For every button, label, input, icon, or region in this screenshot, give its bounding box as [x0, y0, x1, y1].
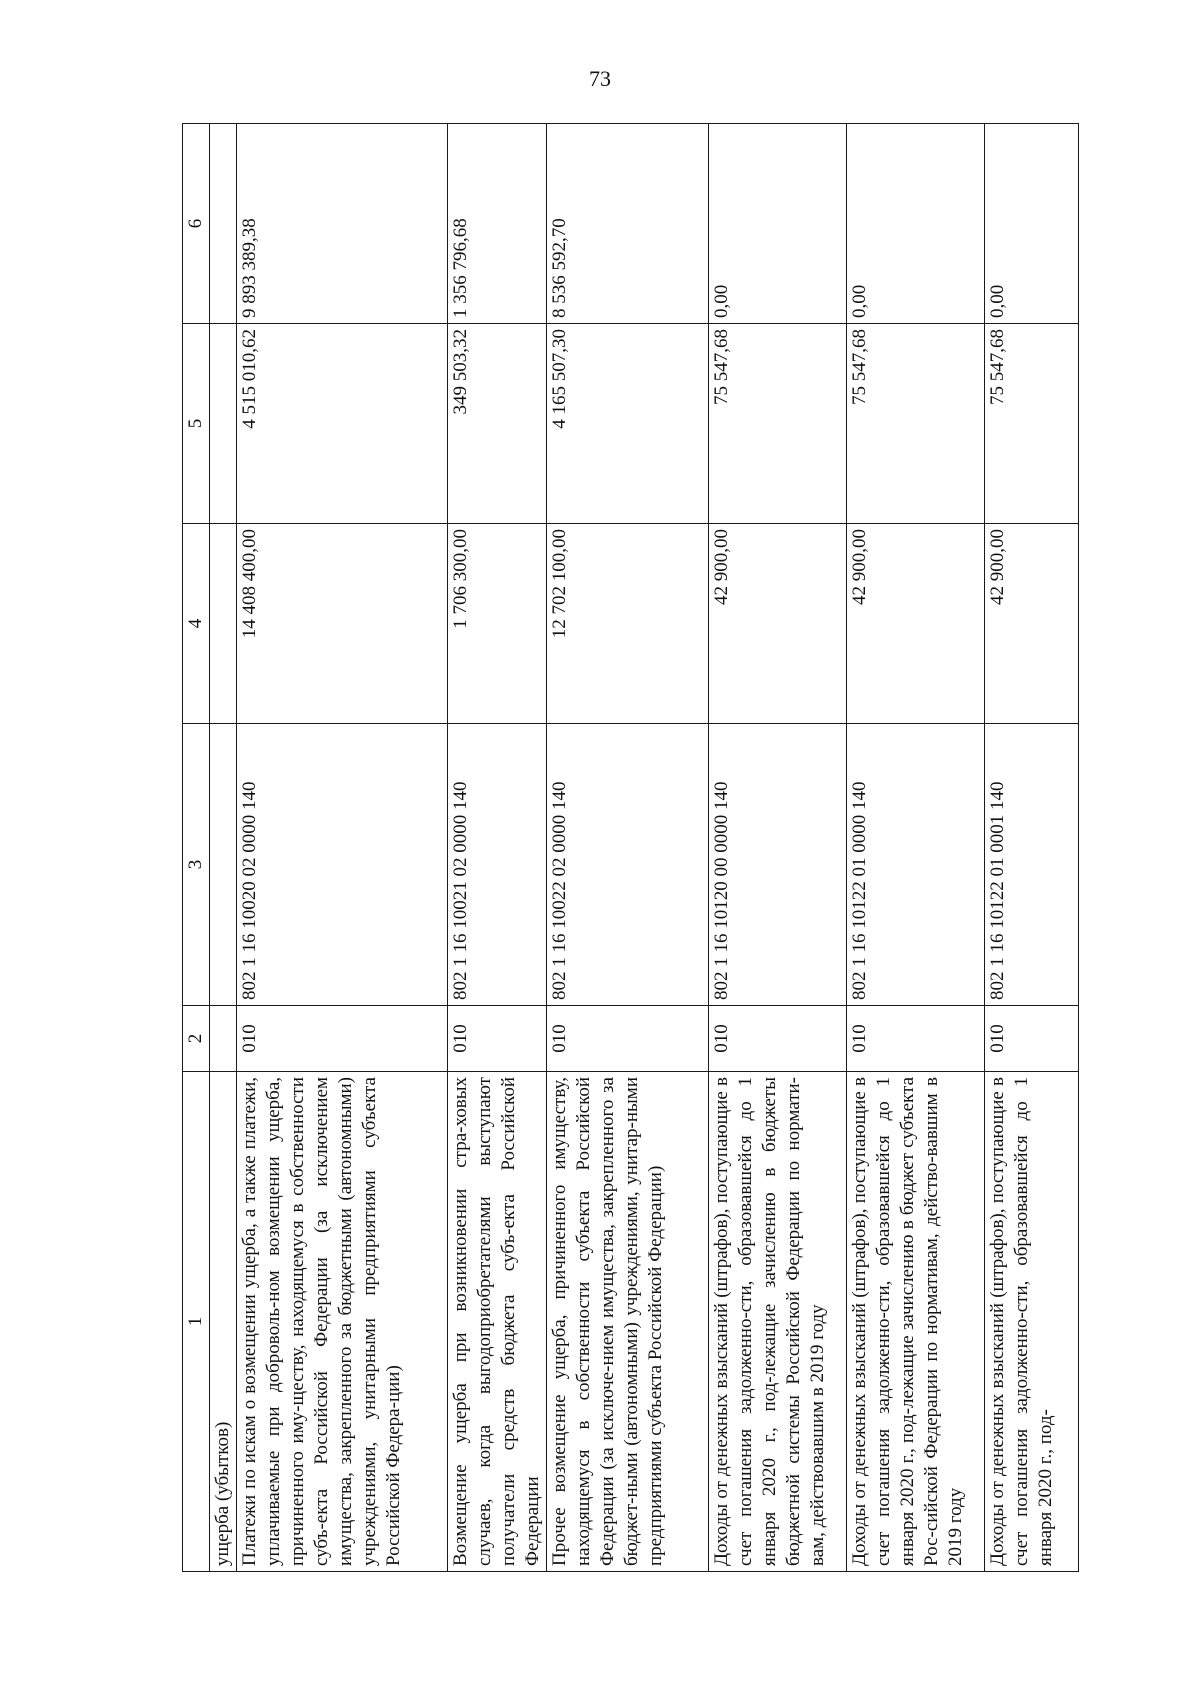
row-approved: 14 408 400,00 — [237, 524, 448, 724]
header-row — [183, 124, 210, 1572]
table-row — [847, 124, 985, 1572]
column-header: 6 — [183, 124, 210, 324]
row-classification-code: 802 1 16 10122 01 0001 140 — [985, 724, 1079, 1006]
row-classification-code: 802 1 16 10020 02 0000 140 — [237, 724, 448, 1006]
row-unexecuted: 0,00 — [985, 124, 1079, 324]
row-unexecuted: 0,00 — [847, 124, 985, 324]
row-executed: 4 165 507,30 — [547, 324, 709, 524]
column-header: 4 — [183, 524, 210, 724]
row-unexecuted: 0,00 — [709, 124, 847, 324]
row-classification-code: 802 1 16 10122 01 0000 140 — [847, 724, 985, 1006]
row-executed: 75 547,68 — [709, 324, 847, 524]
row-unexecuted: 8 536 592,70 — [547, 124, 709, 324]
row-approved: 12 702 100,00 — [547, 524, 709, 724]
row-line-code: 010 — [847, 1006, 985, 1072]
row-name: Доходы от денежных взысканий (штрафов), поступающие в счет погашения задолженно-сти, образовавшейся до 1 января 2020 г., под-лежащие зачислению в бюджет субъекта Рос-сийской Федерации по нормативам, действо-вавшим в 2019 году — [847, 1072, 985, 1572]
row-classification-code: 802 1 16 10022 02 0000 140 — [547, 724, 709, 1006]
row-name: Возмещение ущерба при возникновении стра-ховых случаев, когда выгодоприобретателями выступают получатели средств бюджета субъ-екта Российской Федерации — [448, 1072, 547, 1572]
row-executed: 4 515 010,62 — [237, 324, 448, 524]
row-line-code: 010 — [547, 1006, 709, 1072]
table-row — [448, 124, 547, 1572]
row-name: Доходы от денежных взысканий (штрафов), поступающие в счет погашения задолженно-сти, образовавшейся до 1 января 2020 г., под- — [985, 1072, 1079, 1572]
row-approved: 42 900,00 — [847, 524, 985, 724]
row-approved: 42 900,00 — [709, 524, 847, 724]
page-number: 73 — [589, 66, 611, 91]
row-executed: 349 503,32 — [448, 324, 547, 524]
row-approved: 1 706 300,00 — [448, 524, 547, 724]
table-row — [709, 124, 847, 1572]
table-row — [985, 124, 1079, 1572]
column-header: 3 — [183, 724, 210, 1006]
row-classification-code: 802 1 16 10120 00 0000 140 — [709, 724, 847, 1006]
continued-text: ущерба (убытков) — [210, 1072, 237, 1572]
row-name: Платежи по искам о возмещении ущерба, а также платежи, уплачиваемые при доброволь-ном возмещении ущерба, причиненного иму-ществу, находящемуся в собственности субъ-екта Российской Федерации (за исключением имущества, закрепленного за бюджетными (автономными) учреждениями, унитарными предприятиями субъекта Российской Федера-ции) — [237, 1072, 448, 1572]
row-name: Доходы от денежных взысканий (штрафов), поступающие в счет погашения задолженно-сти, образовавшейся до 1 января 2020 г., под-лежащие зачислению в бюджеты бюджетной системы Российской Федерации по нормати-вам, действовавшим в 2019 году — [709, 1072, 847, 1572]
row-unexecuted: 1 356 796,68 — [448, 124, 547, 324]
column-header: 2 — [183, 1006, 210, 1072]
rotated-table-frame — [182, 124, 1079, 1572]
column-header: 5 — [183, 324, 210, 524]
row-approved: 42 900,00 — [985, 524, 1079, 724]
column-header: 1 — [183, 1072, 210, 1572]
table-row — [547, 124, 709, 1572]
row-unexecuted: 9 893 389,38 — [237, 124, 448, 324]
row-classification-code: 802 1 16 10021 02 0000 140 — [448, 724, 547, 1006]
table-row — [237, 124, 448, 1572]
row-name: Прочее возмещение ущерба, причиненного имуществу, находящемуся в собственности субъекта Российской Федерации (за исключе-нием имущества, закрепленного за бюджет-ными (автономными) учреждениями, унитар-ными предприятиями субъекта Российской Федерации) — [547, 1072, 709, 1572]
row-line-code: 010 — [237, 1006, 448, 1072]
revenue-table — [182, 123, 1079, 1572]
row-executed: 75 547,68 — [847, 324, 985, 524]
row-line-code: 010 — [709, 1006, 847, 1072]
continuation-row — [210, 124, 237, 1572]
row-line-code: 010 — [448, 1006, 547, 1072]
row-line-code: 010 — [985, 1006, 1079, 1072]
row-executed: 75 547,68 — [985, 324, 1079, 524]
